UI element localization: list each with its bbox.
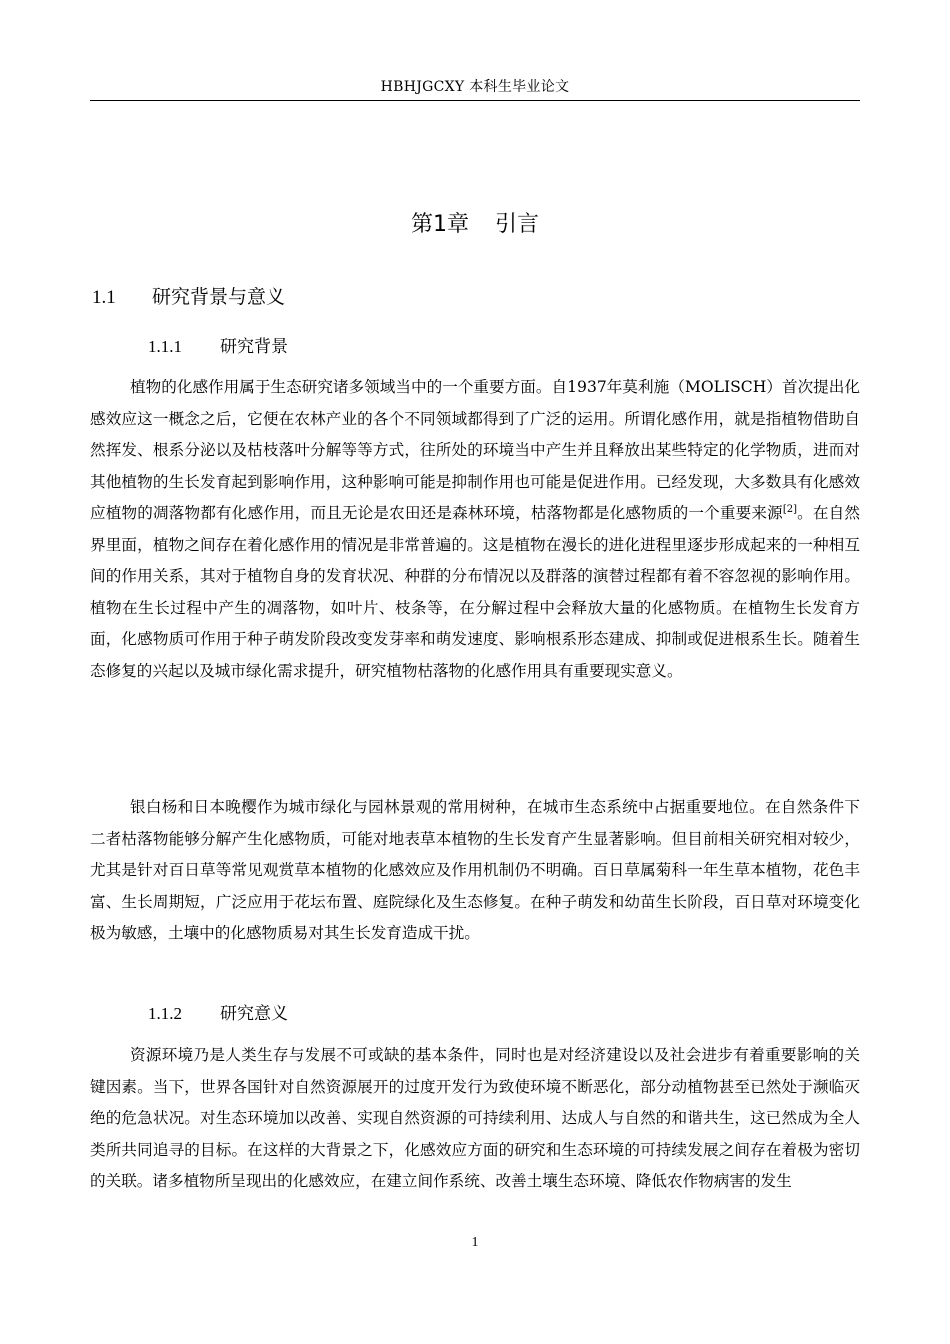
- chapter-heading: [90, 210, 860, 240]
- citation-ref: [2]: [782, 504, 797, 515]
- chapter-title: 引言: [494, 212, 539, 237]
- subsection-number: 1.1.1: [148, 337, 182, 356]
- subsection-heading-1-1-1: [148, 335, 288, 359]
- running-header: HBHJGCXY 本科生毕业论文: [90, 78, 860, 101]
- chapter-number: 第1章: [410, 212, 469, 237]
- subsection-heading-1-1-2: [148, 1002, 288, 1026]
- section-title: 研究背景与意义: [152, 286, 286, 308]
- paragraph-background-2: 银白杨和日本晚樱作为城市绿化与园林景观的常用树种，在城市生态系统中占据重要地位。在自然条件下二者枯落物能够分解产生化感物质，可能对地表草本植物的生长发育产生显著影响。但目前相关研究相对较少，尤其是针对百日草等常见观赏草本植物的化感效应及作用机制仍不明确。百日草属菊科一年生草本植物，花色丰富、生长周期短，广泛应用于花坛布置、庭院绿化及生态修复。在种子萌发和幼苗生长阶段，百日草对环境变化极为敏感，土壤中的化感物质易对其生长发育造成干扰。: [90, 798, 860, 942]
- section-heading-1-1: [92, 284, 285, 311]
- page-number: 1: [471, 1235, 479, 1250]
- subsection-number: 1.1.2: [148, 1004, 182, 1023]
- paragraph-significance: 资源环境乃是人类生存与发展不可或缺的基本条件，同时也是对经济建设以及社会进步有着重要影响的关键因素。当下，世界各国针对自然资源展开的过度开发行为致使环境不断恶化，部分动植物甚至已然处于濒临灭绝的危急状况。对生态环境加以改善、实现自然资源的可持续利用、达成人与自然的和谐共生，这已然成为全人类所共同追寻的目标。在这样的大背景之下，化感效应方面的研究和生态环境的可持续发展之间存在着极为密切的关联。诸多植物所呈现出的化感效应，在建立间作系统、改善土壤生态环境、降低农作物病害的发生: [90, 1046, 860, 1190]
- paragraph-background-1: [90, 372, 860, 687]
- paragraph-text: 植物的化感作用属于生态研究诸多领域当中的一个重要方面。自1937年莫利施（MOLISCH）首次提出化感效应这一概念之后，它便在农林产业的各个不同领域都得到了广泛的运用。所谓化感作用，就是指植物借助自然挥发、根系分泌以及枯枝落叶分解等等方式，往所处的环境当中产生并且释放出某些特定的化学物质，进而对其他植物的生长发育起到影响作用，这种影响可能是抑制作用也可能是促进作用。已经发现，大多数具有化感效应植物的凋落物都有化感作用，而且无论是农田还是森林环境，枯落物都是化感物质的一个重要来源: [90, 378, 860, 522]
- subsection-title: 研究意义: [220, 1004, 288, 1024]
- section-number: 1.1: [92, 287, 116, 308]
- paragraph-text-continued: 。在自然界里面，植物之间存在着化感作用的情况是非常普遍的。这是植物在漫长的进化进程里逐步形成起来的一种相互间的作用关系，其对于植物自身的发育状况、种群的分布情况以及群落的演替过程都有着不容忽视的影响作用。植物在生长过程中产生的凋落物，如叶片、枝条等，在分解过程中会释放大量的化感物质。在植物生长发育方面，化感物质可作用于种子萌发阶段改变发芽率和萌发速度、影响根系形态建成、抑制或促进根系生长。随着生态修复的兴起以及城市绿化需求提升，研究植物枯落物的化感作用具有重要现实意义。: [90, 504, 860, 680]
- subsection-title: 研究背景: [220, 337, 288, 357]
